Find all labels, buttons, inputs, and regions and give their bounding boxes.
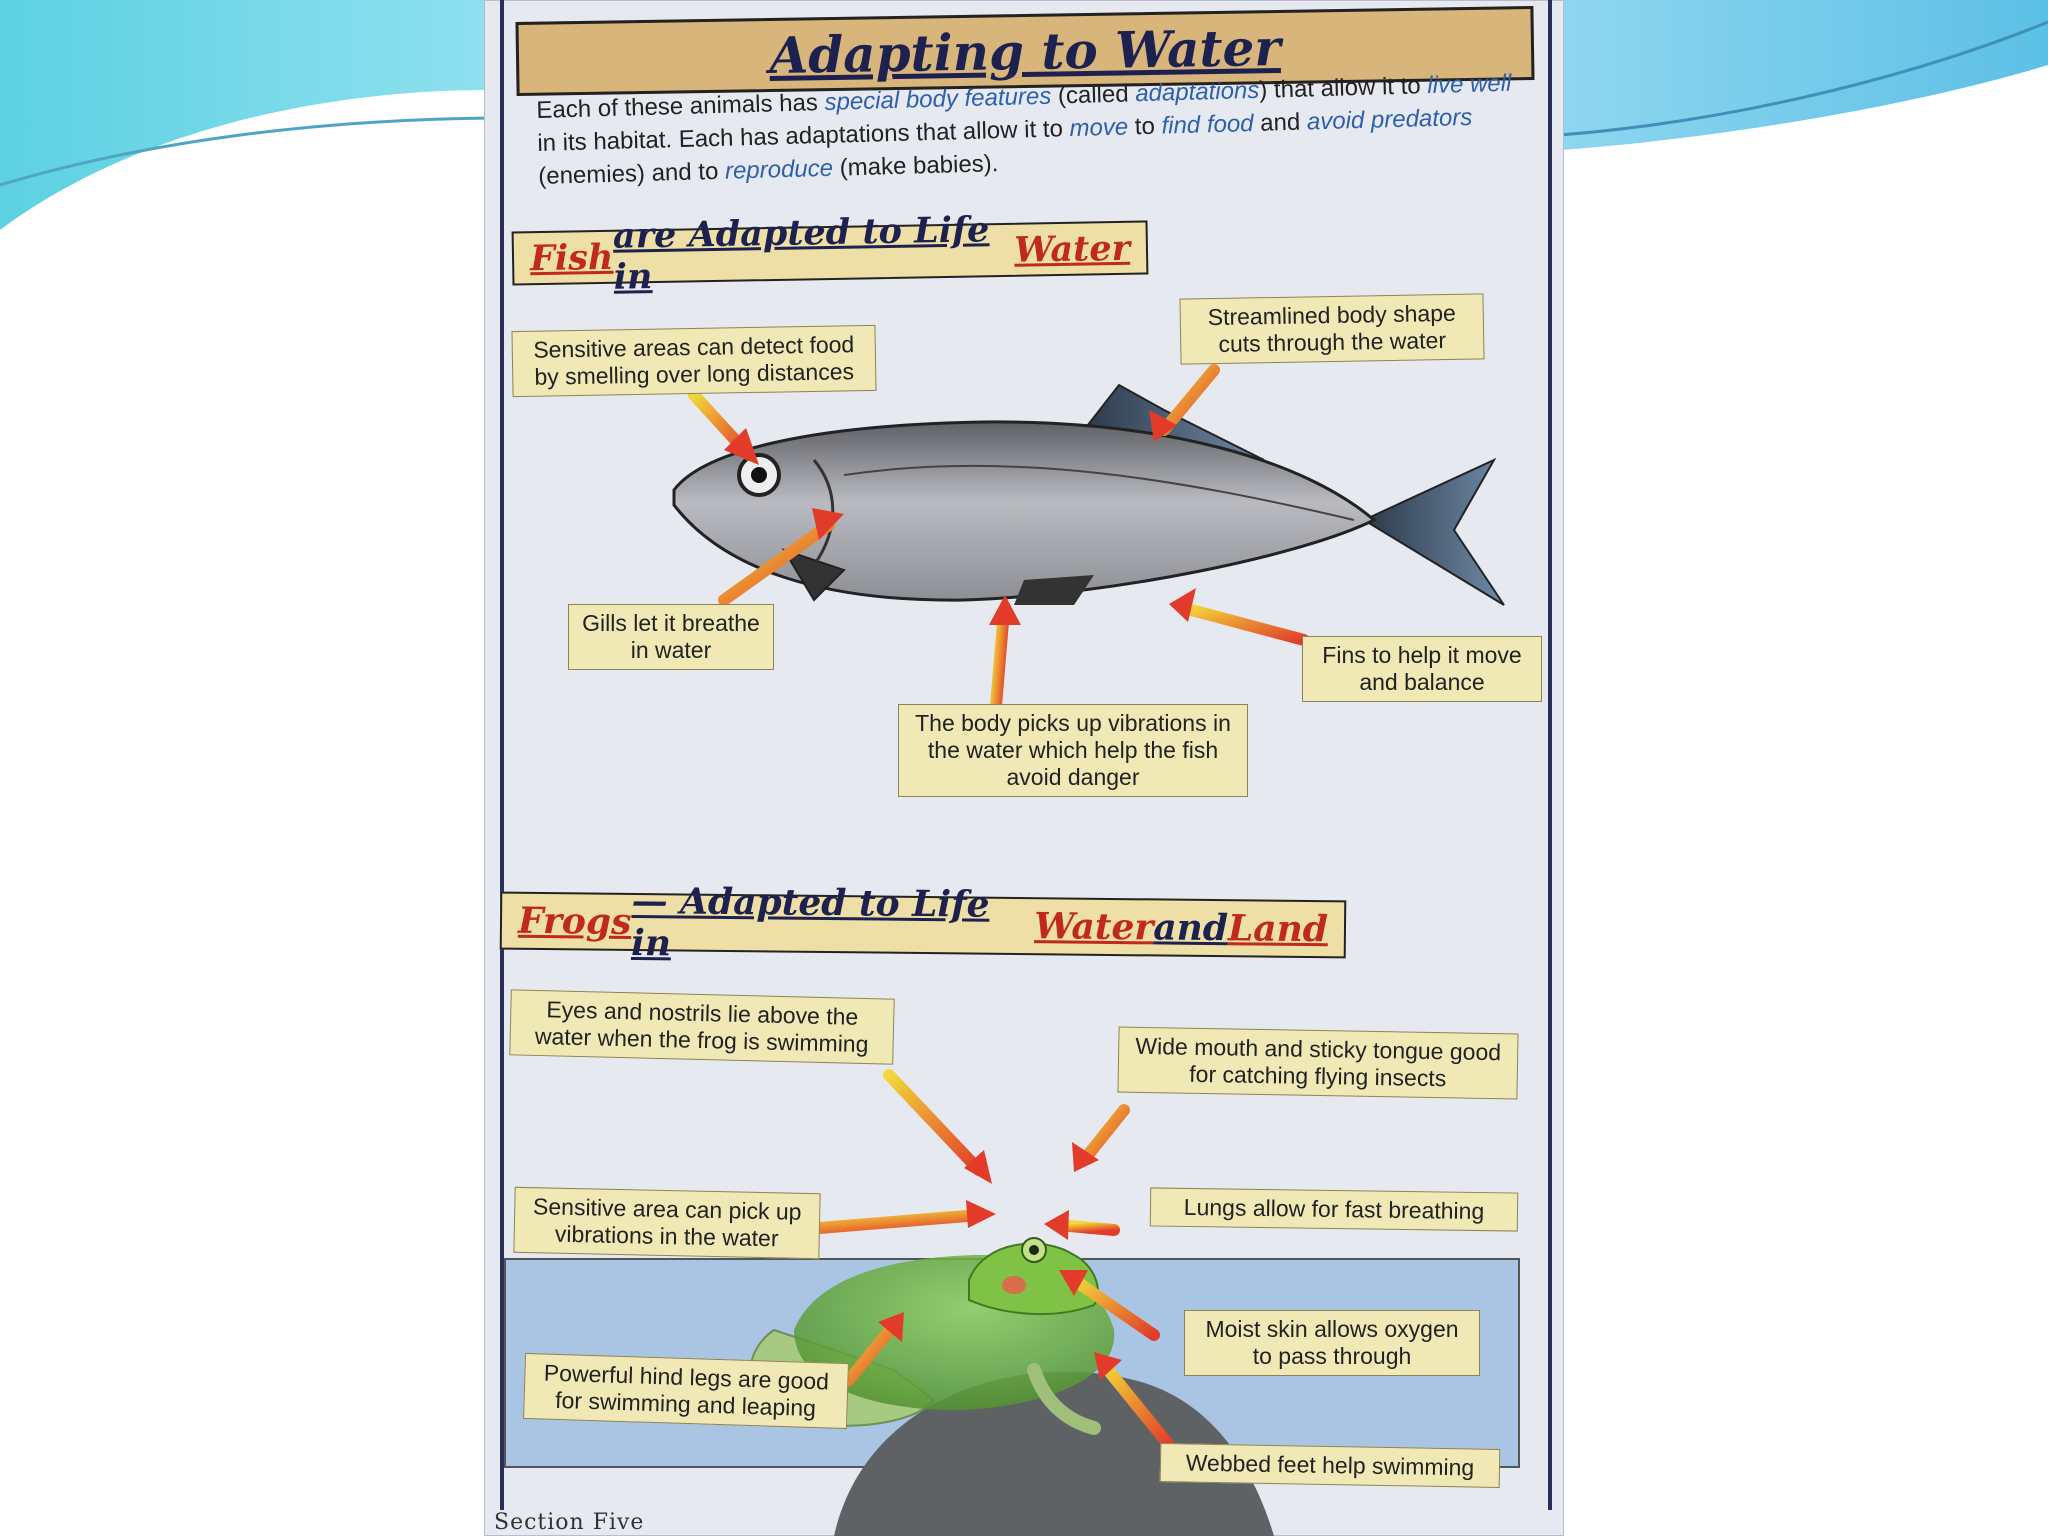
intro-segment: in its habitat. Each has adaptations that allow it to: [537, 115, 1070, 157]
intro-segment: and: [1253, 108, 1308, 137]
intro-segment: ) that allow it to: [1258, 72, 1428, 104]
heading-animal: Frogs: [517, 899, 632, 943]
frog-label-legs: Powerful hind legs are good for swimming and leaping: [523, 1353, 849, 1429]
intro-highlight: avoid predators: [1306, 103, 1473, 136]
page-footer: Section Five: [494, 1510, 645, 1535]
frog-arrows: [484, 0, 1564, 1536]
heading-habitat: Water: [1013, 227, 1131, 271]
intro-segment: (called: [1050, 80, 1136, 110]
intro-segment: (enemies) and to: [537, 157, 726, 190]
fish-label-fins: Fins to help it move and balance: [1302, 636, 1542, 702]
heading-habitat: Water: [1033, 905, 1154, 949]
intro-segment: (make babies).: [832, 150, 999, 182]
heading-text: and: [1153, 906, 1229, 950]
textbook-page: [484, 0, 1564, 1536]
fish-label-smell: Sensitive areas can detect food by smelling over long distances: [511, 325, 876, 397]
fish-label-vibrations: The body picks up vibrations in the water which help the fish avoid danger: [898, 704, 1248, 797]
fish-label-streamlined: Streamlined body shape cuts through the water: [1179, 293, 1484, 364]
heading-text: are Adapted to Life in: [612, 209, 990, 298]
frog-label-mouth: Wide mouth and sticky tongue good for catching flying insects: [1117, 1027, 1518, 1100]
frog-label-lungs: Lungs allow for fast breathing: [1150, 1187, 1519, 1231]
heading-animal: Fish: [529, 236, 614, 279]
heading-text: — Adapted to Life in: [630, 879, 990, 965]
arrow-eyes: [889, 1075, 979, 1170]
frog-label-sensitive: Sensitive area can pick up vibrations in the water: [513, 1187, 820, 1259]
intro-highlight: live well: [1426, 69, 1512, 100]
intro-highlight: reproduce: [724, 154, 834, 185]
frog-label-skin: Moist skin allows oxygen to pass through: [1184, 1310, 1480, 1376]
intro-highlight: find food: [1161, 109, 1254, 140]
intro-segment: to: [1127, 112, 1162, 141]
intro-highlight: adaptations: [1134, 76, 1260, 108]
intro-highlight: move: [1069, 113, 1129, 143]
frog-label-feet: Webbed feet help swimming: [1160, 1443, 1501, 1488]
heading-habitat: Land: [1227, 907, 1329, 951]
arrow-mouth: [1084, 1110, 1124, 1160]
page-title: Adapting to Water: [768, 17, 1282, 85]
arrow-sensitive: [819, 1215, 979, 1228]
intro-highlight: special body features: [824, 82, 1052, 116]
arrow-feet: [1104, 1365, 1169, 1445]
fish-label-gills: Gills let it breathe in water: [568, 604, 774, 670]
arrow-legs: [849, 1325, 894, 1380]
arrow-skin: [1074, 1280, 1154, 1335]
frog-label-eyes: Eyes and nostrils lie above the water when the frog is swimming: [509, 989, 894, 1064]
intro-segment: Each of these animals has: [536, 88, 825, 124]
